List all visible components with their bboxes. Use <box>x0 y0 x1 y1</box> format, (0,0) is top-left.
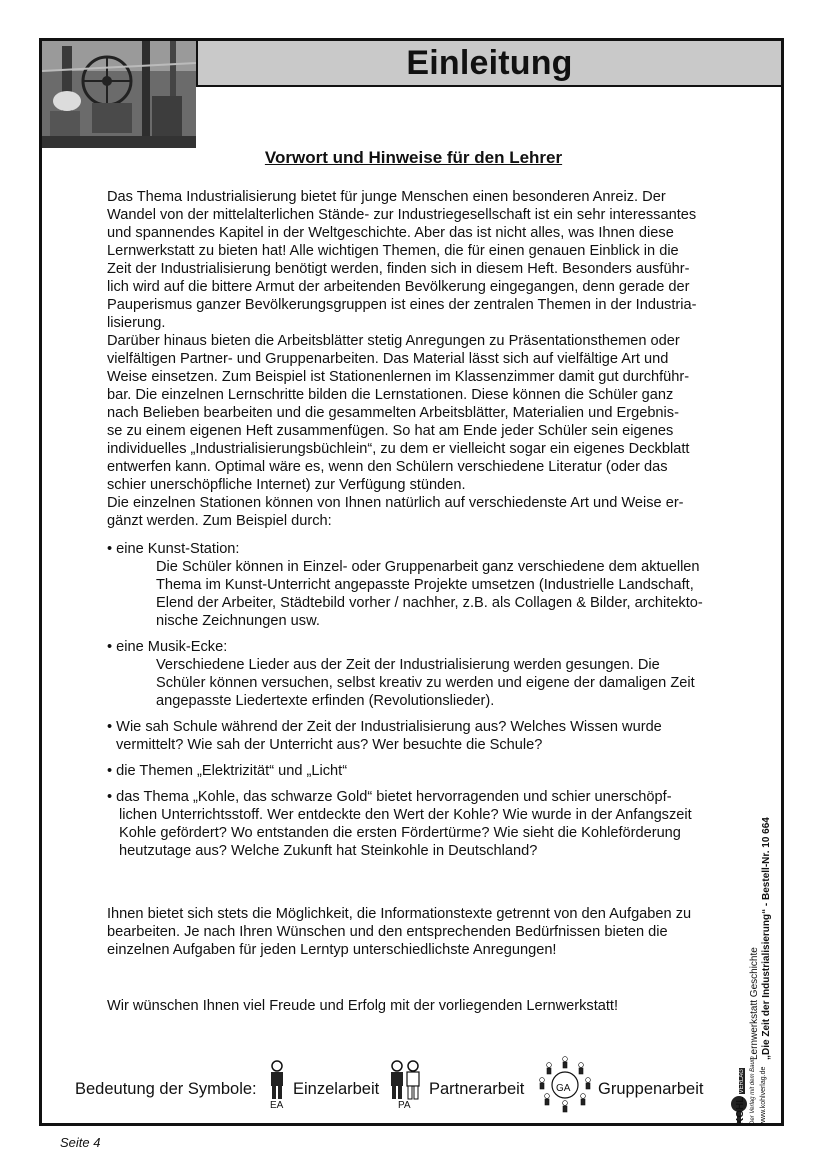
bullet-kohle: • das Thema „Kohle, das schwarze Gold“ bietet hervorragenden und schier unerschöpf- lichen Unterrichtsstoff. Wer entdeckte den Wert der Kohle? Wie wurde in der Anfangszeit Kohle gefördert? Wo entstanden die ersten Fördertürme? Wie sieht die Kohleförderung heutzutage aus? Welche Zukunft hat Steinkohle in Deutschland? <box>107 789 692 859</box>
intro-paragraph-3: Die einzelnen Stationen können von Ihnen natürlich auf verschiedenste Art und Weise er- gänzt werden. Zum Beispiel durch: <box>107 495 684 529</box>
title-bar <box>196 41 781 87</box>
single-person-icon <box>265 1060 289 1100</box>
closing-paragraph-2: Wir wünschen Ihnen viel Freude und Erfolg mit der vorliegenden Lernwerkstatt! <box>107 998 619 1014</box>
book-title-order-no: „Die Zeit der Industrialisierung“ - Bestell-Nr. 10 664 <box>761 817 772 1060</box>
factory-illustration <box>42 41 196 148</box>
publisher-logo <box>728 1055 780 1127</box>
publisher-name: KOHL <box>735 1096 746 1125</box>
legend-gruppenarbeit: Gruppenarbeit <box>598 1080 704 1098</box>
pair-people-icon <box>387 1060 423 1100</box>
side-publication-info <box>749 780 789 1060</box>
ga-tag: GA <box>556 1083 571 1094</box>
ea-tag: EA <box>270 1100 284 1111</box>
legend-label: Bedeutung der Symbole: <box>75 1080 257 1098</box>
bullet-musik: • eine Musik-Ecke: Verschiedene Lieder aus der Zeit der Industrialisierung werden gesungen. Die Schüler können versuchen, selbst kreativ zu werden und eigene der damaligen Zeit angepasste Liedertexte erfinden (Revolutionslieder). <box>107 639 695 709</box>
series-name: Lernwerkstatt Geschichte <box>749 947 760 1060</box>
pa-tag: PA <box>398 1100 411 1111</box>
legend-partnerarbeit: Partnerarbeit <box>429 1080 525 1098</box>
bullet-schule: • Wie sah Schule während der Zeit der Industrialisierung aus? Welches Wissen wurde vermittelt? Wie sah der Unterricht aus? Wer besuchte die Schule? <box>107 719 662 753</box>
body-text <box>107 188 732 860</box>
section-title: Vorwort und Hinweise für den Lehrer <box>264 148 563 167</box>
closing-paragraph-1: Ihnen bietet sich stets die Möglichkeit, die Informationstexte getrennt von den Aufgaben zu bearbeiten. Je nach Ihren Wünschen und den entsprechenden Bedürfnissen bieten die einzelnen Aufgaben für jeden Lerntyp unterschiedlichste Anregungen! <box>107 906 692 958</box>
intro-paragraph-1: Das Thema Industrialisierung bietet für junge Menschen einen besonderen Anreiz. Der Wandel von der mittelalterlichen Stände- zur Industriegesellschaft ist ein sehr interessantes und spannendes Kapitel in der Weltgeschichte. Aber das ist nicht alles, was Ihnen diese Lernwerkstatt zu bieten hat! Alle wichtigen Themen, die für einen genauen Einblick in die Zeit der Industrialisierung benötigt werden, finden sich in diesem Heft. Besonders ausführ- lich wird auf die bittere Armut der arbeitenden Bevölkerung eingegangen, denn gerade der Pauperismus ganzer Bevölkerungsgruppen ist eines der zentralen Themen in der Industria- lisierung. <box>107 189 697 331</box>
page-number: Seite 4 <box>60 1135 101 1150</box>
symbol-legend <box>75 1058 735 1114</box>
legend-einzelarbeit: Einzelarbeit <box>293 1080 380 1098</box>
bullet-themen: • die Themen „Elektrizität“ und „Licht“ <box>107 763 348 779</box>
page-title: Einleitung <box>406 43 573 82</box>
publisher-slogan: Der Verlag mit dem Baum <box>750 1056 756 1125</box>
publisher-url: www.kohlverlag.de <box>760 1066 767 1125</box>
intro-paragraph-2: Darüber hinaus bieten die Arbeitsblätter stetig Anregungen zu Präsentationsthemen oder vielfältigen Partner- und Gruppenarbeiten. Das Material lässt sich auf vielfältige Art und Weise einsetzen. Zum Beispiel ist Stationenlernen im Klassenzimmer damit gut durchführ- bar. Die einzelnen Lernschritte bilden die Lernstationen. Diese können die Schüler ganz nach Belieben bearbeiten und die gesammelten Arbeitsblätter, Materialien und Ergebnis- se zu einem eigenen Heft zusammenfügen. So hat am Ende jeder Schüler sein eigenes individuelles „Industrialisierungsbüchlein“, zu dem er vielleicht sogar ein eigenes Deckblatt entwerfen kann. Optimal wäre es, wenn den Schülern verschiedene Literatur (oder das schier unerschöpfliche Internet) zur Verfügung stünden. <box>107 333 690 493</box>
bullet-kunst: • eine Kunst-Station: Die Schüler können in Einzel- oder Gruppenarbeit ganz verschiedene dem aktuellen Thema im Kunst-Unterricht angepasste Projekte umsetzen (Industrielle Landschaft, Elend der Arbeiter, Städtebild vorher / nachher, z.B. als Collagen & Bilder, architekto- nische Zeichnungen usw. <box>107 541 703 629</box>
publisher-sub: VERLAG <box>739 1069 745 1094</box>
